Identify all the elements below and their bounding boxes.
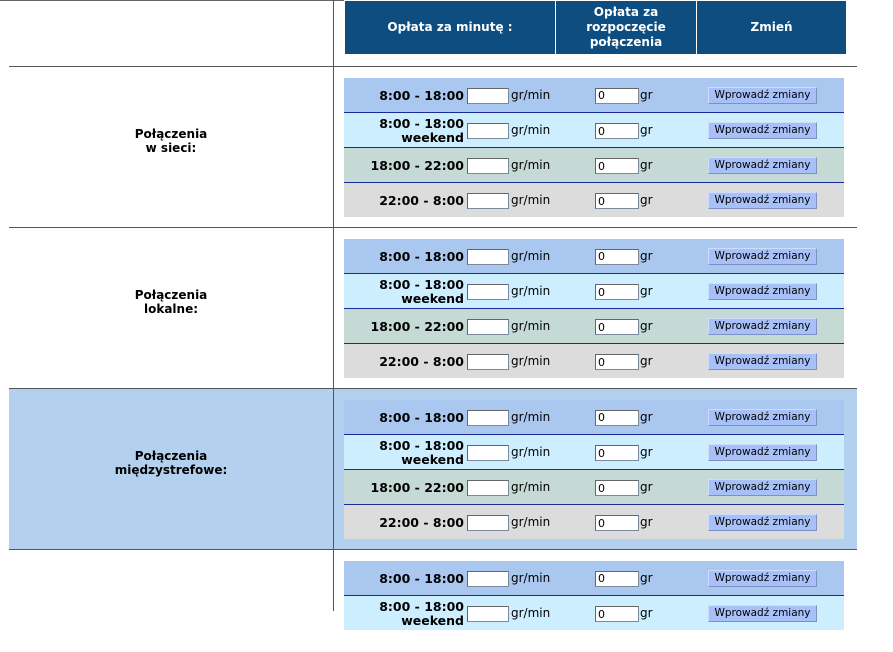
- time-range-line: weekend: [401, 613, 464, 628]
- table-row: [344, 147, 844, 182]
- table-row: [344, 273, 844, 308]
- rate-unit-label: gr/min: [511, 409, 551, 424]
- section-title: [9, 288, 333, 316]
- rate-per-minute-input[interactable]: [467, 606, 509, 622]
- section-title-line: międzystrefowe:: [114, 463, 228, 477]
- rate-unit-label: gr/min: [511, 570, 551, 585]
- rate-per-minute-input[interactable]: [467, 88, 509, 104]
- rate-per-minute-input[interactable]: [467, 445, 509, 461]
- section-title-line: Połączenia: [134, 127, 208, 141]
- time-range-line: 8:00 - 18:00: [379, 277, 464, 292]
- rate-per-minute-input[interactable]: [467, 284, 509, 300]
- time-range-line: 8:00 - 18:00: [379, 438, 464, 453]
- table-row: [344, 78, 844, 112]
- time-range-line: 8:00 - 18:00: [379, 409, 464, 425]
- time-range-line: 8:00 - 18:00: [379, 87, 464, 103]
- time-range-line: 18:00 - 22:00: [370, 319, 464, 334]
- time-range-line: 8:00 - 18:00: [379, 570, 464, 586]
- rate-unit-label: gr/min: [511, 284, 551, 298]
- section-title-line: Połączenia: [134, 288, 208, 302]
- start-fee-unit-label: gr: [640, 123, 653, 137]
- section-title-line: lokalne:: [143, 302, 199, 316]
- start-fee-input[interactable]: [595, 515, 639, 531]
- section-title: [9, 127, 333, 155]
- time-range-label: [344, 89, 464, 103]
- start-fee-input[interactable]: [595, 445, 639, 461]
- time-range-line: 8:00 - 18:00: [379, 116, 464, 131]
- apply-changes-button[interactable]: Wprowadź zmiany: [708, 514, 817, 531]
- header-change-label: Zmień: [750, 20, 793, 34]
- rate-unit-label: gr/min: [511, 158, 551, 172]
- rate-per-minute-input[interactable]: [467, 123, 509, 139]
- header-rate-per-minute: [345, 1, 555, 54]
- header-change: [697, 1, 846, 54]
- start-fee-unit-label: gr: [640, 515, 653, 529]
- start-fee-unit-label: gr: [640, 248, 653, 263]
- start-fee-input[interactable]: [595, 123, 639, 139]
- rate-rows: [344, 561, 844, 630]
- apply-changes-button[interactable]: Wprowadź zmiany: [708, 479, 817, 496]
- table-row: [344, 434, 844, 469]
- table-row: [344, 112, 844, 147]
- start-fee-input[interactable]: [595, 284, 639, 300]
- apply-changes-button[interactable]: Wprowadź zmiany: [708, 283, 817, 300]
- rate-per-minute-input[interactable]: [467, 480, 509, 496]
- rate-per-minute-input[interactable]: [467, 193, 509, 209]
- time-range-label: [344, 411, 464, 425]
- apply-changes-button[interactable]: Wprowadź zmiany: [708, 318, 817, 335]
- rate-per-minute-input[interactable]: [467, 354, 509, 370]
- section-title-line: Połączenia: [134, 449, 208, 463]
- start-fee-unit-label: gr: [640, 193, 653, 207]
- table-row: [344, 182, 844, 217]
- rate-unit-label: gr/min: [511, 193, 551, 207]
- apply-changes-button[interactable]: Wprowadź zmiany: [708, 353, 817, 370]
- start-fee-input[interactable]: [595, 354, 639, 370]
- start-fee-unit-label: gr: [640, 284, 653, 298]
- rate-unit-label: gr/min: [511, 480, 551, 494]
- table-row: [344, 469, 844, 504]
- apply-changes-button[interactable]: Wprowadź zmiany: [708, 605, 817, 622]
- time-range-line: weekend: [401, 452, 464, 467]
- apply-changes-button[interactable]: Wprowadź zmiany: [708, 248, 817, 265]
- section-title-line: w sieci:: [145, 141, 197, 155]
- start-fee-input[interactable]: [595, 319, 639, 335]
- start-fee-input[interactable]: [595, 571, 639, 587]
- apply-changes-button[interactable]: Wprowadź zmiany: [708, 87, 817, 104]
- header-start-label-line: połączenia: [589, 35, 663, 49]
- rate-section: [9, 227, 857, 389]
- header-start-fee: [556, 1, 696, 54]
- time-range-line: weekend: [401, 291, 464, 306]
- rate-per-minute-input[interactable]: [467, 410, 509, 426]
- start-fee-unit-label: gr: [640, 480, 653, 494]
- table-row: [344, 595, 844, 630]
- time-range-line: 8:00 - 18:00: [379, 599, 464, 614]
- rate-section: [9, 388, 857, 550]
- rate-rows: [344, 239, 844, 378]
- time-range-label: [344, 278, 464, 306]
- rate-section: [9, 549, 857, 652]
- start-fee-input[interactable]: [595, 88, 639, 104]
- time-range-label: [344, 516, 464, 530]
- section-title: [9, 449, 333, 477]
- rate-section: [9, 66, 857, 228]
- start-fee-unit-label: gr: [640, 354, 653, 368]
- start-fee-unit-label: gr: [640, 319, 653, 333]
- table-row: [344, 504, 844, 539]
- rate-per-minute-input[interactable]: [467, 158, 509, 174]
- time-range-label: [344, 572, 464, 586]
- rate-unit-label: gr/min: [511, 445, 551, 459]
- header-start-label-line: Opłata za: [593, 5, 659, 19]
- time-range-label: [344, 194, 464, 208]
- apply-changes-button[interactable]: Wprowadź zmiany: [708, 570, 817, 587]
- rate-unit-label: gr/min: [511, 606, 551, 620]
- rate-unit-label: gr/min: [511, 515, 551, 529]
- start-fee-unit-label: gr: [640, 87, 653, 102]
- start-fee-input[interactable]: [595, 158, 639, 174]
- start-fee-input[interactable]: [595, 193, 639, 209]
- header-top-line: [0, 0, 344, 1]
- header-rate-label: Opłata za minutę :: [387, 20, 513, 34]
- table-row: [344, 343, 844, 378]
- start-fee-input[interactable]: [595, 480, 639, 496]
- start-fee-unit-label: gr: [640, 158, 653, 172]
- table-row: [344, 239, 844, 273]
- column-divider: [333, 0, 334, 611]
- table-row: [344, 561, 844, 595]
- time-range-line: 22:00 - 8:00: [379, 193, 464, 208]
- time-range-label: [344, 600, 464, 628]
- rate-rows: [344, 400, 844, 539]
- rate-unit-label: gr/min: [511, 354, 551, 368]
- rate-per-minute-input[interactable]: [467, 515, 509, 531]
- start-fee-unit-label: gr: [640, 606, 653, 620]
- time-range-label: [344, 117, 464, 145]
- rate-rows: [344, 78, 844, 217]
- start-fee-unit-label: gr: [640, 445, 653, 459]
- apply-changes-button[interactable]: Wprowadź zmiany: [708, 122, 817, 139]
- rate-unit-label: gr/min: [511, 123, 551, 137]
- time-range-label: [344, 159, 464, 173]
- apply-changes-button[interactable]: Wprowadź zmiany: [708, 192, 817, 209]
- start-fee-unit-label: gr: [640, 409, 653, 424]
- rate-unit-label: gr/min: [511, 248, 551, 263]
- time-range-label: [344, 320, 464, 334]
- rate-per-minute-input[interactable]: [467, 571, 509, 587]
- table-row: [344, 308, 844, 343]
- table-header: [0, 0, 893, 66]
- start-fee-unit-label: gr: [640, 570, 653, 585]
- time-range-line: 22:00 - 8:00: [379, 515, 464, 530]
- apply-changes-button[interactable]: Wprowadź zmiany: [708, 157, 817, 174]
- time-range-line: 18:00 - 22:00: [370, 480, 464, 495]
- rate-per-minute-input[interactable]: [467, 319, 509, 335]
- table-row: [344, 400, 844, 434]
- time-range-line: weekend: [401, 130, 464, 145]
- time-range-label: [344, 250, 464, 264]
- time-range-line: 22:00 - 8:00: [379, 354, 464, 369]
- time-range-line: 18:00 - 22:00: [370, 158, 464, 173]
- start-fee-input[interactable]: [595, 606, 639, 622]
- apply-changes-button[interactable]: Wprowadź zmiany: [708, 444, 817, 461]
- header-start-label-line: rozpoczęcie: [586, 20, 666, 34]
- time-range-label: [344, 355, 464, 369]
- time-range-label: [344, 481, 464, 495]
- start-fee-input[interactable]: [595, 249, 639, 265]
- time-range-label: [344, 439, 464, 467]
- rate-unit-label: gr/min: [511, 87, 551, 102]
- apply-changes-button[interactable]: Wprowadź zmiany: [708, 409, 817, 426]
- rate-unit-label: gr/min: [511, 319, 551, 333]
- rate-per-minute-input[interactable]: [467, 249, 509, 265]
- time-range-line: 8:00 - 18:00: [379, 248, 464, 264]
- start-fee-input[interactable]: [595, 410, 639, 426]
